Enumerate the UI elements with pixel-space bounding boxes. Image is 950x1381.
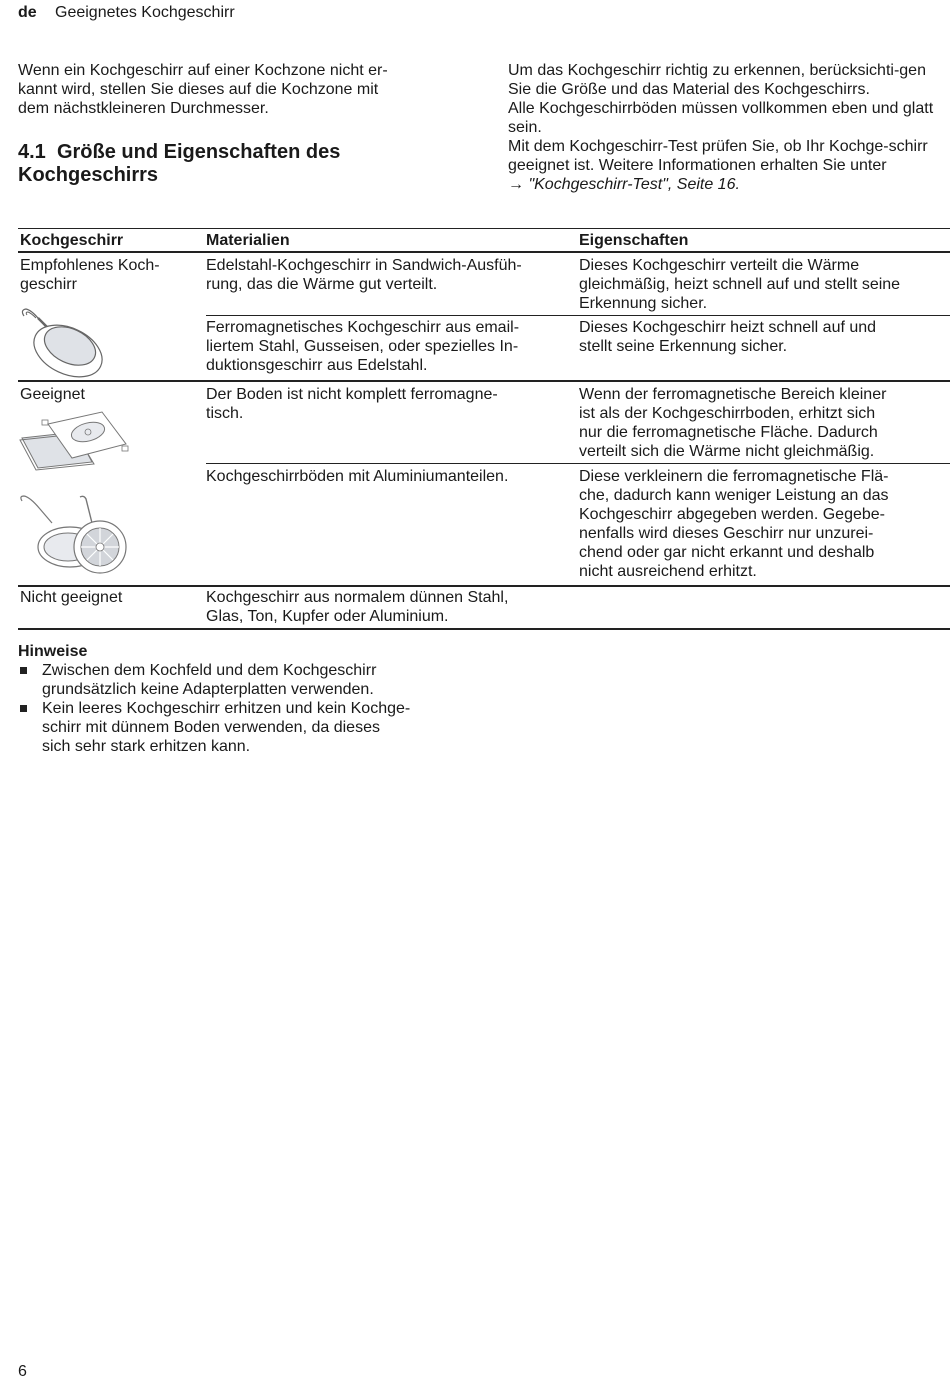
square-bullet-icon [20, 667, 27, 674]
notes-list [18, 661, 468, 756]
intro-line: Wenn ein Kochgeschirr auf einer Kochzone nicht er- [18, 62, 388, 79]
header-rule [18, 251, 950, 253]
section-heading [18, 141, 458, 187]
material-aluminium-bottom: Kochgeschirrböden mit Aluminiumanteilen. [206, 468, 509, 485]
paragraph-flat-bottom: Alle Kochgeschirrböden müssen vollkommen eben und glatt sein. [508, 100, 934, 136]
arrow-right-icon: → [508, 176, 524, 193]
note-text: Kein leeres Kochgeschirr erhitzen und kein Kochge- schirr mit dünnem Boden verwenden, da dieses sich sehr stark erhitzen kann. [42, 700, 411, 755]
intro-paragraph [18, 61, 448, 118]
cross-reference-link[interactable]: "Kochgeschirr-Test", Seite 16. [528, 176, 740, 193]
square-bullet-icon [20, 705, 27, 712]
intro-line: dem nächstkleineren Durchmesser. [18, 100, 269, 117]
group-rule [18, 380, 950, 382]
note-item [18, 699, 468, 756]
column-header-cookware: Kochgeschirr [20, 232, 124, 249]
column-header-properties: Eigenschaften [579, 232, 689, 249]
right-column-text [508, 61, 950, 194]
paragraph-cookware-test: Mit dem Kochgeschirr-Test prüfen Sie, ob Ihr Kochge-schirr geeignet ist. Weitere Informationen erhalten Sie unter [508, 138, 928, 174]
page-number: 6 [18, 1363, 27, 1380]
note-text: Zwischen dem Kochfeld und dem Kochgeschirr grundsätzlich keine Adapterplatten verwenden. [42, 662, 377, 698]
category-suitable: Geeignet [20, 386, 85, 403]
property-not-fully-ferromagnetic: Wenn der ferromagnetische Bereich kleiner ist als der Kochgeschirrboden, erhitzt sich nur die ferromagnetische Fläche. Dadurch verteilt sich die Wärme nicht gleichmäßig. [579, 386, 887, 460]
note-item [18, 661, 468, 699]
category-recommended: Empfohlenes Koch- geschirr [20, 257, 160, 293]
griddle-plate-icon [18, 410, 130, 472]
group-rule [18, 585, 950, 587]
material-not-fully-ferromagnetic: Der Boden ist nicht komplett ferromagne- tisch. [206, 386, 498, 422]
table-bottom-rule [18, 628, 950, 630]
page-header-title: Geeignetes Kochgeschirr [55, 4, 235, 21]
property-aluminium-bottom: Diese verkleinern die ferromagnetische Flä- che, dadurch kann weniger Leistung an das Kochgeschirr abgegeben werden. Gegebe- nenfalls wird dieses Geschirr nur unzurei- chend oder gar nicht erkannt und deshalb nicht ausreichend erhitzt. [579, 468, 889, 580]
paragraph-size-material: Um das Kochgeschirr richtig zu erkennen, berücksichti-gen Sie die Größe und das Material des Kochgeschirrs. [508, 62, 926, 98]
material-sandwich-steel: Edelstahl-Kochgeschirr in Sandwich-Ausfüh- rung, das die Wärme gut verteilt. [206, 257, 522, 293]
category-unsuitable: Nicht geeignet [20, 589, 123, 606]
column-header-materials: Materialien [206, 232, 290, 249]
section-number: 4.1 [18, 141, 46, 163]
two-frying-pans-icon [18, 495, 130, 575]
notes-title: Hinweise [18, 643, 88, 660]
language-code: de [18, 4, 37, 21]
cross-reference[interactable] [508, 175, 950, 194]
frying-pan-icon [18, 306, 108, 378]
intro-line: kannt wird, stellen Sie dieses auf die Kochzone mit [18, 81, 379, 98]
material-ferromagnetic: Ferromagnetisches Kochgeschirr aus email- liertem Stahl, Gusseisen, oder spezielles In- duktionsgeschirr aus Edelstahl. [206, 319, 520, 374]
table-top-rule [18, 228, 950, 229]
property-sandwich-steel: Dieses Kochgeschirr verteilt die Wärme gleichmäßig, heizt schnell auf und stellt seine Erkennung sicher. [579, 257, 901, 312]
row-rule [206, 463, 950, 464]
material-unsuitable: Kochgeschirr aus normalem dünnen Stahl, Glas, Ton, Kupfer oder Aluminium. [206, 589, 509, 625]
row-rule [206, 315, 950, 316]
section-title: Größe und Eigenschaften des Kochgeschirrs [18, 141, 341, 186]
property-ferromagnetic: Dieses Kochgeschirr heizt schnell auf und stellt seine Erkennung sicher. [579, 319, 877, 355]
